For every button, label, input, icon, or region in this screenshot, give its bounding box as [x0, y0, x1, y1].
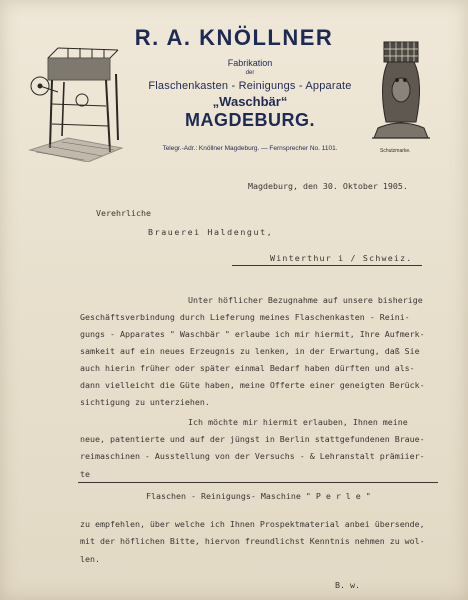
- body-line: dann vielleicht die Güte haben, meine Offerte einer geneigten Berück-: [80, 380, 425, 390]
- brand-name: „Waschbär“: [212, 94, 288, 109]
- firm-name: R. A. KNÖLLNER: [134, 25, 334, 50]
- product-line-perle: Flaschen - Reinigungs- Maschine " P e r l e ": [146, 491, 371, 501]
- der-label: der: [245, 70, 255, 76]
- letter-date: Magdeburg, den 30. Oktober 1905.: [248, 181, 408, 191]
- fabrikation-label: Fabrikation: [227, 58, 273, 68]
- body-line: zu empfehlen, über welche ich Ihnen Prospektmaterial anbei übersende,: [80, 519, 425, 529]
- address-underline: [232, 265, 422, 266]
- body-line: Ich möchte mir hiermit erlauben, Ihnen meine: [188, 417, 408, 427]
- salutation: Verehrliche: [96, 208, 151, 218]
- city-name: MAGDEBURG.: [185, 110, 315, 130]
- trademark-label: Schutzmarke.: [380, 148, 411, 154]
- body-line: neue, patentierte und auf der jüngst in Berlin stattgefundenen Braue-: [80, 434, 425, 444]
- continued-note: B. w.: [335, 580, 360, 590]
- body-line: auch hierin früher oder später einmal Bedarf haben dürften und als-: [80, 363, 415, 373]
- body-line: samkeit auf ein neues Erzeugnis zu lenken, in der Erwartung, daß Sie: [80, 346, 420, 356]
- body-line: mit der höflichen Bitte, hiervon freundlichst Kenntnis nehmen zu wol-: [80, 536, 425, 546]
- body-line: reimaschinen - Ausstellung von der Versuchs - & Lehranstalt prämiier-: [80, 451, 425, 461]
- body-line: sichtigung zu unterziehen.: [80, 397, 210, 407]
- recipient-name: Brauerei Haldengut,: [148, 227, 274, 237]
- body-line: Geschäftsverbindung durch Lieferung meines Flaschenkasten - Reini-: [80, 312, 410, 322]
- contact-line: Telegr.-Adr.: Knöllner Magdeburg. — Fernsprecher No. 1101.: [162, 145, 338, 152]
- section-rule: [78, 482, 438, 483]
- body-line: len.: [80, 554, 100, 564]
- body-line: gungs - Apparates " Waschbär " erlaube ich mir hiermit, Ihre Aufmerk-: [80, 329, 425, 339]
- product-line: Flaschenkasten - Reinigungs - Apparate: [148, 80, 352, 92]
- body-line: te: [80, 469, 90, 479]
- recipient-address: Winterthur i / Schweiz.: [270, 253, 413, 263]
- body-line: Unter höflicher Bezugnahme auf unsere bisherige: [188, 295, 423, 305]
